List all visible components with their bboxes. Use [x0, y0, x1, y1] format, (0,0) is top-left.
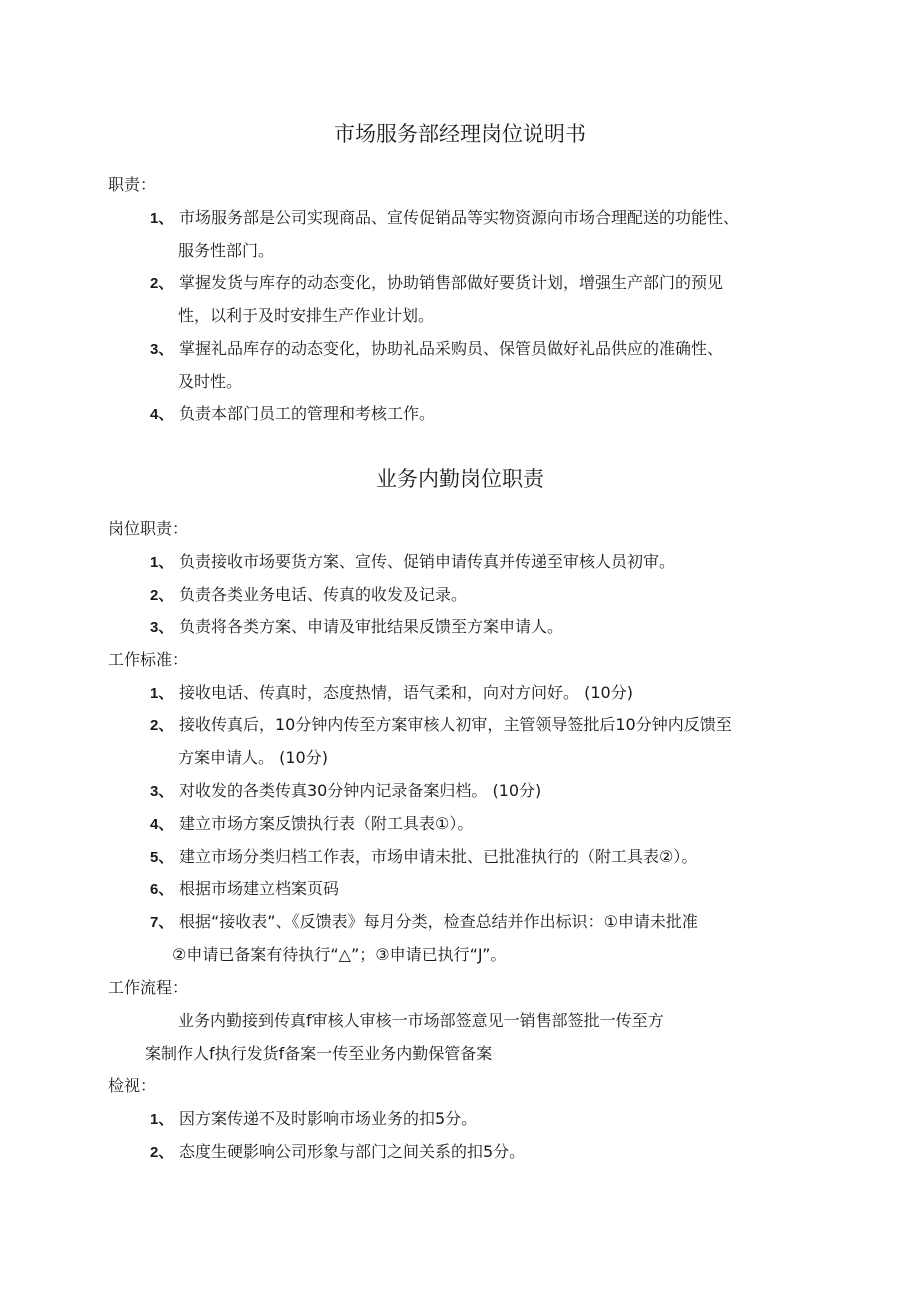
list-number: 5、: [150, 849, 174, 866]
job-duties-label: 岗位职责：: [108, 519, 189, 538]
list-item: [150, 205, 739, 228]
list-number: 2、: [150, 717, 174, 734]
list-text: 对收发的各类传真30分钟内记录备案归档。 (10分): [179, 781, 542, 800]
list-text: 接收传真后，10分钟内传至方案审核人初审，主管领导签批后10分钟内反馈至: [179, 715, 732, 734]
list-text: 负责将各类方案、申请及审批结果反馈至方案申请人。: [179, 617, 564, 636]
list-item: [150, 909, 698, 932]
list-number: 3、: [150, 783, 174, 800]
list-number: 2、: [150, 275, 174, 292]
document-title-manager: 市场服务部经理岗位说明书: [334, 122, 586, 146]
list-item: [150, 401, 435, 424]
list-item: [150, 1139, 525, 1162]
list-number: 4、: [150, 816, 174, 833]
review-label: 检视：: [108, 1076, 157, 1095]
list-text: 掌握礼品库存的动态变化，协助礼品采购员、保管员做好礼品供应的准确性、: [179, 339, 724, 358]
list-item: [150, 336, 723, 359]
list-text: 建立市场方案反馈执行表（附工具表①）。: [179, 814, 474, 833]
list-number: 2、: [150, 587, 174, 604]
list-number: 1、: [150, 685, 174, 702]
list-text: 因方案传递不及时影响市场业务的扣5分。: [179, 1109, 478, 1128]
list-text: 接收电话、传真时，态度热情，语气柔和，向对方问好。 (10分): [179, 683, 633, 702]
list-number: 1、: [150, 1111, 174, 1128]
list-text-continued: 性，以利于及时安排生产作业计划。: [178, 306, 435, 325]
list-text: 市场服务部是公司实现商品、宣传促销品等实物资源向市场合理配送的功能性、: [179, 208, 740, 227]
list-item: [150, 270, 723, 293]
list-text-continued: 方案申请人。 (10分): [178, 748, 328, 767]
workflow-text: 业务内勤接到传真f审核人审核一市场部签意见一销售部签批一传至方: [178, 1011, 664, 1030]
list-text: 负责本部门员工的管理和考核工作。: [179, 404, 436, 423]
list-item: [150, 712, 732, 735]
list-number: 3、: [150, 341, 174, 358]
list-item: [150, 1106, 477, 1129]
list-text-continued: 服务性部门。: [178, 241, 275, 260]
work-standard-label: 工作标准：: [108, 650, 189, 669]
list-item: [150, 876, 339, 899]
workflow-text-continued: 案制作人f执行发货f备案一传至业务内勤保管备案: [145, 1044, 493, 1063]
list-number: 3、: [150, 619, 174, 636]
list-text: 掌握发货与库存的动态变化，协助销售部做好要货计划，增强生产部门的预见: [179, 273, 724, 292]
list-item: [150, 549, 675, 572]
list-item: [150, 811, 473, 834]
list-text: 建立市场分类归档工作表，市场申请未批、已批准执行的（附工具表②）。: [179, 847, 698, 866]
list-number: 7、: [150, 914, 174, 931]
list-number: 1、: [150, 554, 174, 571]
list-item: [150, 614, 563, 637]
list-text: 根据“接收表”、《反馈表》每月分类，检查总结并作出标识：①申请未批准: [179, 912, 698, 931]
list-text-continued: 及时性。: [178, 372, 243, 391]
list-item: [150, 582, 467, 605]
list-item: [150, 844, 697, 867]
list-item: [150, 680, 633, 703]
list-number: 1、: [150, 210, 174, 227]
list-number: 2、: [150, 1144, 174, 1161]
list-text: 负责接收市场要货方案、宣传、促销申请传真并传递至审核人员初审。: [179, 552, 676, 571]
list-number: 4、: [150, 406, 174, 423]
list-item: [150, 778, 541, 801]
list-text: 根据市场建立档案页码: [179, 879, 340, 898]
duties-label: 职责：: [108, 175, 157, 194]
list-text: 负责各类业务电话、传真的收发及记录。: [179, 585, 468, 604]
list-text: 态度生硬影响公司形象与部门之间关系的扣5分。: [179, 1142, 526, 1161]
list-number: 6、: [150, 881, 174, 898]
workflow-label: 工作流程：: [108, 978, 189, 997]
document-title-clerk: 业务内勤岗位职责: [376, 467, 544, 491]
list-text-continued: ②申请已备案有待执行“△”；③申请已执行“J”。: [172, 945, 507, 964]
